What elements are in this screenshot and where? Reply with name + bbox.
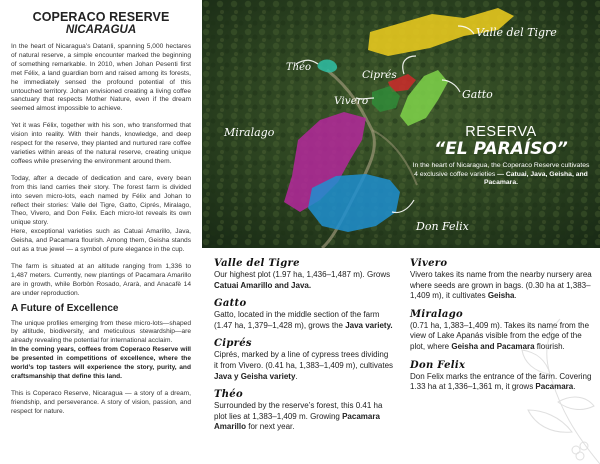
map-label-gatto: Gatto bbox=[462, 88, 493, 101]
coffee-branch-icon bbox=[480, 314, 600, 464]
plot-name-vivero: Vivero bbox=[410, 258, 448, 269]
plot-desc-text: Surrounded by the reserve’s forest, this 0.41 ha plot lies at 1,383–1,409 m. Growing bbox=[214, 401, 383, 421]
intro-paragraph-4: Here, exceptional varieties such as Catuai Amarillo, Java, Geisha, and Pacamara flourish. Among them, Geisha stands out as a true jewel — a symbol of pure elegance in the cup. bbox=[11, 228, 191, 254]
map-label-don-felix: Don Felix bbox=[416, 220, 469, 233]
section-heading: A Future of Excellence bbox=[11, 302, 119, 314]
plot-desc-tail: . bbox=[514, 291, 517, 301]
plot-name-cipres: Ciprés bbox=[214, 338, 252, 350]
map-label-valle-del-tigre: Valle del Tigre bbox=[476, 26, 557, 39]
page-subtitle: NICARAGUA bbox=[65, 24, 137, 36]
intro-paragraph-1: In the heart of Nicaragua’s Datanli, spanning 5,000 hectares of natural reserve, a simple encounter marked the beginning of something remarkable. In 2010, when Johan Pesenti first met Félix, a land guardian born and raised among its forests, he immediately sensed the profound potential of this untouched territory. Johan envisioned creating a living coffee sanctuary that respects Mother Nature, even if the dream seemed almost impossible to achieve. bbox=[11, 43, 191, 113]
plot-column-left bbox=[214, 258, 394, 440]
plot-desc-text: Ciprés, marked by a line of cypress trees dividing it from Vivero. (0.41 ha, 1,383–1,409 m), cultivates bbox=[214, 350, 394, 370]
plot-desc-text: Don Felix marks the entrance of the farm. Covering 1.33 ha at 1,336–1,361 m, it grows bbox=[410, 371, 592, 392]
future-paragraph-2: In the coming years, coffees from Coperaco Reserve will be presented in competitions of excellence, where the world’s top tasters will experience the story, purity, and craftsmanship that define this land. bbox=[11, 346, 191, 380]
intro-paragraph-5: The farm is situated at an altitude ranging from 1,336 to 1,487 meters. Currently, new plantings of Pacamara Amarillo are in growth, while Borbòn Rosado, Ararà, and Anacafè 14 are under reproduction. bbox=[11, 262, 191, 297]
plot-desc-text: Gatto, located in the middle section of the farm (1.47 ha, 1,379–1,428 m), grows the bbox=[214, 310, 380, 330]
map-label-vivero: Vivero bbox=[334, 95, 369, 107]
plot-variety: Java y Geisha variety bbox=[214, 371, 296, 381]
reserva-name: “EL PARAÍSO” bbox=[434, 139, 568, 159]
plot-desc-theo bbox=[214, 401, 394, 433]
plot-desc-tail: . bbox=[573, 382, 576, 392]
plot-desc-valle-del-tigre bbox=[214, 270, 394, 291]
plot-name-don-felix: Don Felix bbox=[410, 359, 466, 371]
plot-cipres-block bbox=[214, 338, 394, 382]
plot-valle-del-tigre-block bbox=[214, 258, 394, 291]
plot-variety: Geisha bbox=[487, 291, 515, 301]
aerial-map bbox=[202, 0, 600, 248]
reserva-heading bbox=[416, 124, 586, 159]
plot-name-gatto: Gatto bbox=[214, 298, 247, 310]
plot-desc-tail: for next year. bbox=[246, 422, 295, 432]
reserva-caption bbox=[412, 162, 590, 188]
plot-desc-tail: flourish. bbox=[534, 341, 565, 351]
intro-paragraph-2: Yet it was Félix, together with his son, who transformed that vision into reality. With their hands, knowledge, and deep respect for the reserve, they planted and nurtured rare coffee varieties within areas of the natural reserve, creating unique coffees while preserving the environment around them. bbox=[11, 122, 191, 165]
plot-gatto-block bbox=[214, 298, 394, 331]
plot-name-miralago: Miralago bbox=[410, 308, 463, 320]
plot-variety: Pacamara bbox=[535, 382, 574, 392]
plot-variety: Java variety. bbox=[345, 320, 393, 330]
plot-desc-tail: . bbox=[295, 371, 298, 381]
plot-desc-vivero bbox=[410, 270, 592, 302]
future-paragraph-1: The unique profiles emerging from these micro-lots—shaped by altitude, biodiversity, and meticulous stewardship—are already revealing the potential for international acclaim. bbox=[11, 319, 191, 345]
plot-variety: Pacamara Amarillo bbox=[214, 411, 380, 432]
plot-name-theo: Théo bbox=[214, 389, 243, 401]
plot-theo-block bbox=[214, 389, 394, 433]
page-title: COPERACO RESERVE bbox=[32, 10, 170, 24]
intro-column bbox=[0, 0, 202, 464]
map-label-cipres: Ciprés bbox=[362, 69, 397, 81]
plot-desc-gatto bbox=[214, 310, 394, 331]
plot-name-valle-del-tigre: Valle del Tigre bbox=[214, 258, 300, 269]
plot-desc-text: (0.71 ha, 1,383–1,409 m). Takes its name from the view of Lake Apanás visible from the edge of the plot, where bbox=[410, 320, 590, 351]
plot-variety: Geisha and Pacamara bbox=[451, 341, 535, 351]
plot-desc-cipres bbox=[214, 350, 394, 382]
map-label-miralago: Miralago bbox=[224, 126, 275, 139]
intro-paragraph-3: Today, after a decade of dedication and care, every bean from this land carries their story. The forest farm is divided into seven micro-lots, each named by Félix and Johan to reflect their stories: Valle del Tigre, Gatto, Ciprés, Miralago, Theo, Vivero, and Don Felix. Each micro-lot reveals its own unique story. bbox=[11, 174, 191, 227]
map-label-theo: Théo bbox=[286, 62, 312, 73]
reserva-varieties: — Catuai, Java, Geisha, and Pacamara. bbox=[483, 170, 588, 186]
plot-vivero-block bbox=[410, 258, 592, 302]
reserva-caption-text: In the heart of Nicaragua, the Coperaco Reserve cultivates 4 exclusive coffee varieties bbox=[412, 162, 590, 178]
closing-paragraph: This is Coperaco Reserve, Nicaragua — a story of a dream, friendship, and perseverance. A story of vision, passion, and respect for nature. bbox=[11, 389, 191, 415]
plot-desc-text: Vivero takes its name from the nearby nursery area where seeds are grown in bags. (0.30 ha at 1,383–1,409 m), it cultivates bbox=[410, 270, 592, 301]
reserva-word: RESERVA bbox=[465, 124, 537, 140]
plot-desc-text: Our highest plot (1.97 ha, 1,436–1,487 m). Grows bbox=[214, 270, 391, 279]
plot-variety: Catuai Amarillo and Java. bbox=[214, 280, 312, 290]
